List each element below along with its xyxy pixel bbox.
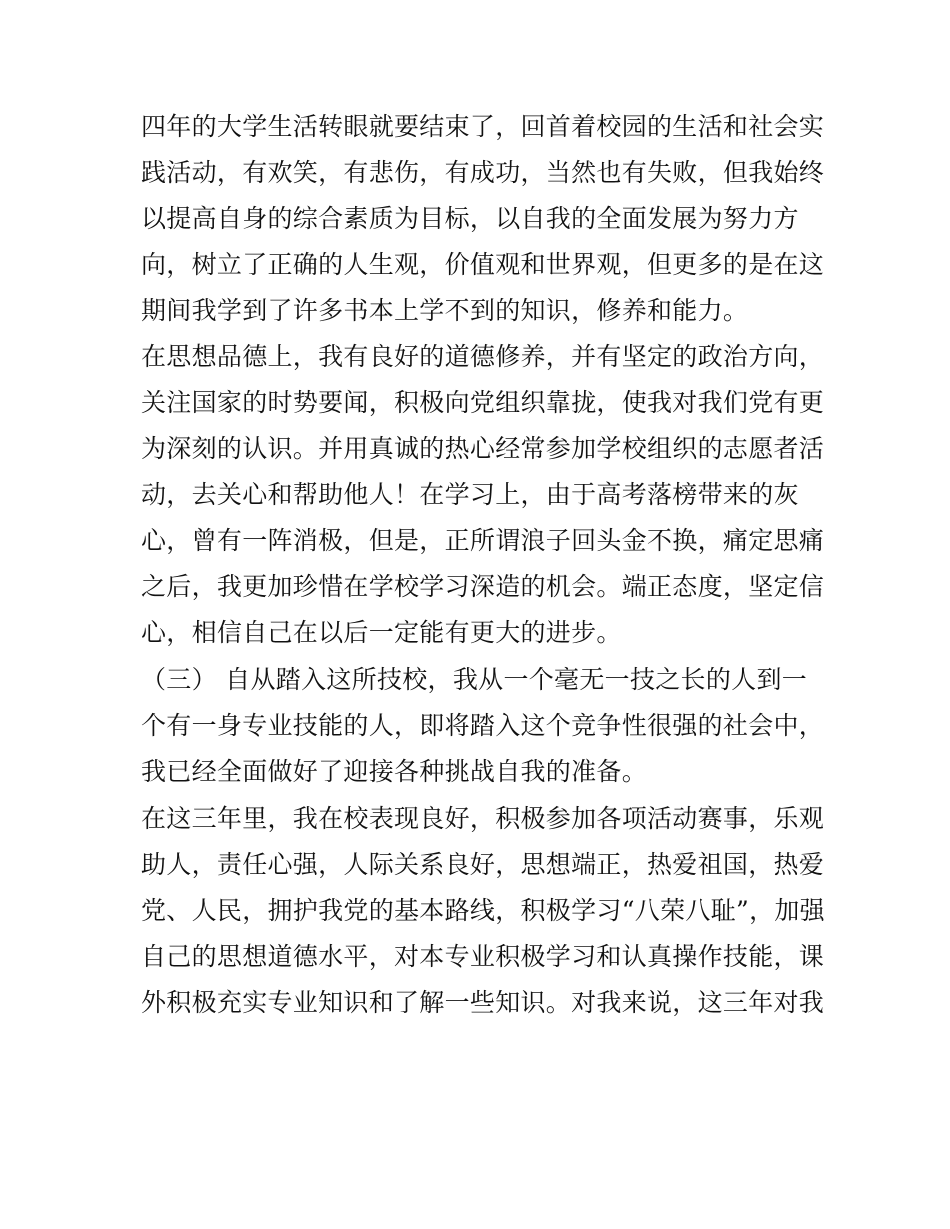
text-line: 四年的大学生活转眼就要结束了，回首着校园的生活和社会实 [141, 112, 825, 141]
text-line: 自己的思想道德水平，对本专业积极学习和认真操作技能，课 [141, 942, 825, 971]
text-line: 践活动，有欢笑，有悲伤，有成功，当然也有失败，但我始终 [141, 158, 825, 187]
text-line: 在这三年里，我在校表现良好，积极参加各项活动赛事，乐观 [141, 804, 825, 833]
text-line: 外积极充实专业知识和了解一些知识。对我来说，这三年对我 [141, 988, 825, 1017]
text-line: 党、人民，拥护我党的基本路线，积极学习“八荣八耻”，加强 [141, 896, 825, 925]
text-line: 以提高自身的综合素质为目标，以自我的全面发展为努力方 [141, 204, 799, 233]
text-line: 关注国家的时势要闻，积极向党组织靠拢，使我对我们党有更 [141, 388, 825, 417]
text-line: 心，相信自己在以后一定能有更大的进步。 [141, 618, 622, 647]
text-line: 动，去关心和帮助他人！在学习上，由于高考落榜带来的灰 [141, 480, 799, 509]
text-line: 之后，我更加珍惜在学校学习深造的机会。端正态度，坚定信 [141, 572, 825, 601]
text-line: （三） 自从踏入这所技校，我从一个毫无一技之长的人到一 [141, 665, 808, 694]
text-line: 个有一身专业技能的人，即将踏入这个竞争性很强的社会中， [141, 711, 825, 740]
text-line: 为深刻的认识。并用真诚的热心经常参加学校组织的志愿者活 [141, 434, 825, 463]
text-line: 期间我学到了许多书本上学不到的知识，修养和能力。 [141, 296, 749, 325]
text-line: 向，树立了正确的人生观，价值观和世界观，但更多的是在这 [141, 250, 825, 279]
text-line: 助人，责任心强，人际关系良好，思想端正，热爱祖国，热爱 [141, 850, 825, 879]
text-line: 在思想品德上，我有良好的道德修养，并有坚定的政治方向， [141, 342, 825, 371]
text-line: 心，曾有一阵消极，但是，正所谓浪子回头金不换，痛定思痛 [141, 526, 825, 555]
text-line: 我已经全面做好了迎接各种挑战自我的准备。 [141, 757, 648, 786]
